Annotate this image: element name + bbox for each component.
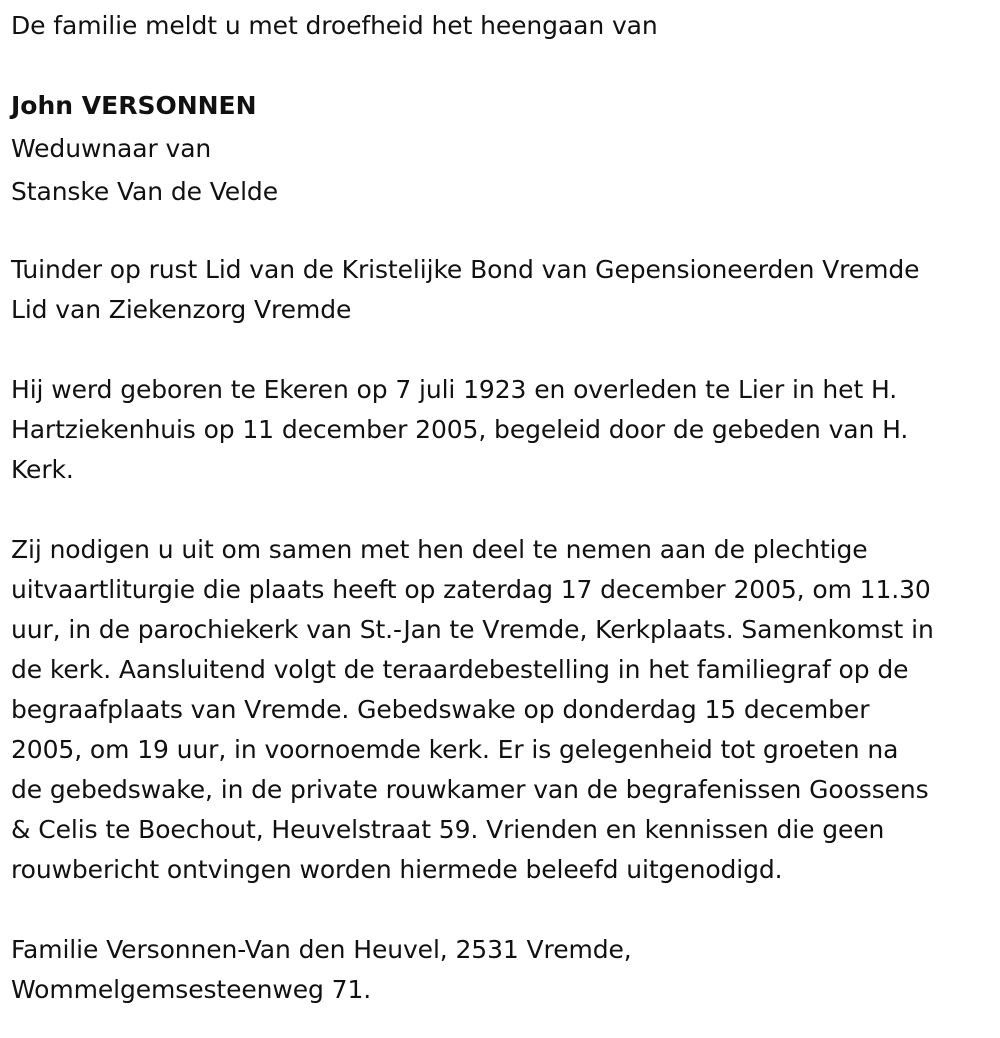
affiliations-line-2: Lid van Ziekenzorg Vremde xyxy=(11,295,352,324)
invitation-line-4: de kerk. Aansluitend volgt de teraardebestelling in het familiegraf op de xyxy=(11,655,909,684)
address-paragraph xyxy=(11,930,992,1010)
birth-death-paragraph xyxy=(11,370,992,490)
invitation-line-2: uitvaartliturgie die plaats heeft op zaterdag 17 december 2005, om 11.30 xyxy=(11,575,931,604)
spacer xyxy=(11,330,992,370)
birth-death-line-3: Kerk. xyxy=(11,455,74,484)
spacer xyxy=(11,46,992,86)
invitation-line-1: Zij nodigen u uit om samen met hen deel te nemen aan de plechtige xyxy=(11,535,868,564)
invitation-line-9: rouwbericht ontvingen worden hiermede beleefd uitgenodigd. xyxy=(11,855,783,884)
birth-death-line-1: Hij werd geboren te Ekeren op 7 juli 1923 en overleden te Lier in het H. xyxy=(11,375,898,404)
address-line-1: Familie Versonnen-Van den Heuvel, 2531 Vremde, xyxy=(11,935,632,964)
spacer xyxy=(11,890,992,930)
intro-line: De familie meldt u met droefheid het heengaan van xyxy=(11,11,658,40)
invitation-paragraph xyxy=(11,530,992,890)
invitation-line-3: uur, in de parochiekerk van St.-Jan te Vremde, Kerkplaats. Samenkomst in xyxy=(11,615,934,644)
invitation-line-8: & Celis te Boechout, Heuvelstraat 59. Vrienden en kennissen die geen xyxy=(11,815,885,844)
invitation-line-7: de gebedswake, in de private rouwkamer van de begrafenissen Goossens xyxy=(11,775,929,804)
invitation-line-6: 2005, om 19 uur, in voornoemde kerk. Er is gelegenheid tot groeten na xyxy=(11,735,899,764)
affiliations-line-1: Tuinder op rust Lid van de Kristelijke Bond van Gepensioneerden Vremde xyxy=(11,255,920,284)
address-line-2: Wommelgemsesteenweg 71. xyxy=(11,975,372,1004)
birth-death-line-2: Hartziekenhuis op 11 december 2005, begeleid door de gebeden van H. xyxy=(11,415,909,444)
spacer xyxy=(11,212,992,250)
deceased-name: John VERSONNEN xyxy=(11,91,257,120)
invitation-line-5: begraafplaats van Vremde. Gebedswake op donderdag 15 december xyxy=(11,695,870,724)
relation-line-1: Weduwnaar van xyxy=(11,134,212,163)
affiliations-paragraph xyxy=(11,250,992,330)
spacer xyxy=(11,490,992,530)
relation-line-2: Stanske Van de Velde xyxy=(11,177,278,206)
